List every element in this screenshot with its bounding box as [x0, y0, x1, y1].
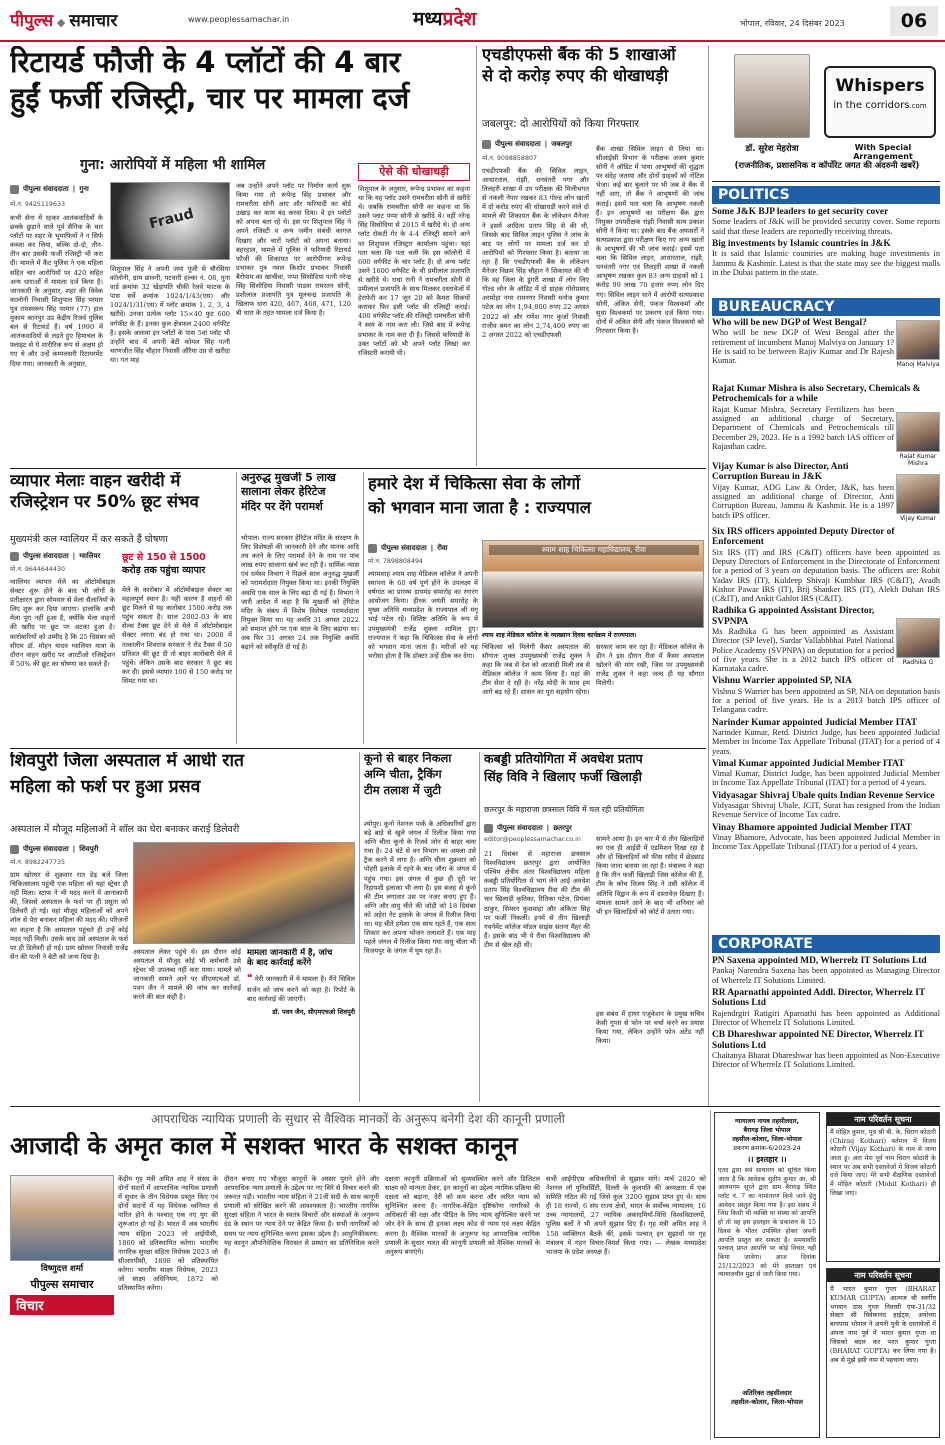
bureaucracy-section [712, 298, 940, 913]
shivpuri-byline: पीपुल्स संवाददाता | शिवपुरी [10, 843, 120, 855]
author-photo [10, 1175, 114, 1261]
whispers-logo: Whispers in the corridors.com [824, 66, 936, 138]
rule [10, 1106, 940, 1107]
lead-byline: पीपुल्स संवाददाता | गुना [10, 183, 150, 195]
kabaddi-headline: कबड्डी प्रतियोगिता में अवधेश प्रताप सिंह विवि ने खिलाए फर्जी खिलाड़ी [484, 752, 643, 785]
columnist-photo [734, 54, 810, 138]
lead-headline: रिटायर्ड फौजी के 4 प्लॉटों की 4 बार हुईं फर्जी रजिस्ट्री, चार पर मामला दर्ज [10, 46, 410, 116]
rule [476, 46, 477, 466]
kuno-body: श्योपुर। कूनो नेशनल पार्क के अधिकारियों द्वारा बड़े बाड़े से खुले जंगल में रिलीज किया गया अग्नि चीता कूनो के रिजर्व जोन से बाहर चला गया है। 24 घंटे से वन विभाग का अमला उसे ट्रैक करने में लगा है। अग्नि चीता शुक्रवार को पोहरी इलाके में रहने के बाद जौरा के जंगल में पहुंच गया। इस जंगल से कुछ ही दूरी पर रिहायशी इलाका भी लगा है। इस बजह से कूनो की टीम लगातार उस पर नजर बनाए हुए हैं। अग्नि और वायु चीते की जोड़ी को 18 दिसंबर को अहेरा गेट इलाके के जंगल में रिलीज किया था। यह चीते हमेशा एक साथ रहते हैं, एक साथ शिकार कर अपना भोजन तलाशते हैं। एक माह पहले जंगल में रिलीज किया गया वायु चीता भी विजयपुर के जंगल में घूम रहा है। [364, 820, 476, 956]
lead-kicker: ऐसे की धोखाधड़ी [358, 163, 470, 181]
vyapar-headline: व्यापार मेलाः वाहन खरीदी में रजिस्ट्रेशन पर 50% छूट संभव [10, 472, 199, 512]
masthead [0, 0, 945, 42]
vyapar-mobile: मो.नं. 9644644430 [10, 566, 65, 573]
politics-label: POLITICS [712, 186, 940, 204]
item-radhika-g: Radhika G Radhika G appointed Assistant Director, SVPNPA Ms Radhika G has been appointed as Assistant Director (SP level), Sardar Vallabhbhai Patel National Police Academy (SVPNPA) on deputation for a period of five years. She is a 2012 batch IPS officer of Karnataka cadre. [712, 606, 940, 673]
author-brand: पीपुल्स समाचार [30, 1278, 94, 1291]
anurudh-body: भोपाल। राज्य सरकार हेरिटेज मंदिर के संरक्षण के लिए विशेषज्ञों की जानकारी देने और मानक आदि तय करने के लिए परामर्श देने के नाम पर पांच लाख रुपए सालाना खर्च कर रही है। धार्मिक न्यास एवं धर्मस्व विभाग ने पिछले साल अनुरुद्ध मुखर्जी को परामर्शदाता नियुक्त किया था। इनकी नियुक्ति अवधि एक साल के लिए बढ़ा दी गई है। विभाग ने जारी आदेश में कहा है कि मुखर्जी को हेरिटेज मंदिर के संबंध में विशेष विशेषज्ञ परामर्शदाता नियुक्त किया था। यह अवधि 31 अगस्त 2022 को समाप्त होने पर एक साल के लिए बढ़ाया था। अब फिर 31 अगस्त 24 तक नियुक्ति अवधि बढ़ाने को स्वीकृति दी गई है। [241, 534, 359, 652]
vijay-kumar-photo [896, 474, 940, 514]
shivpuri-col-1: ग्राम खोरघर से शुक्रवार रात डेढ़ बजे जिला चिकित्सालय पहुंची एक महिला को यहां स्ट्रेचर ही नहीं मिला। स्टाफ ने भी मदद करने में आनाकानी की, जिससे अस्पताल के फर्श पर ही प्रसूता को डिलेवरी हो गई। वहां मौजूद महिलाओं को अपने शॉल से पेरा बनाकर महिला की मदद की। परिजनों का कहना है कि अस्पताल पहुंचते ही उन्हें कोई मदद नहीं मिली। उसके बाद उसे अस्पताल के फर्श पर ही डिलेवरी हो गई। ग्राम खोरघर निवासी राजेंद्र सेन की पत्नी ने बेटी को जन्म दिया है। [10, 871, 128, 961]
lead-col-2: शिशुपाल सिंह ने अपनी जमा पूंजी से चौरसिया कॉलोनी, ग्राम छावनी, पटवारी हल्का नं. 08, गुना वार्ड क्रमांक 32 खेड़ापति चौकी रेलवे फाटक के पास सर्वे क्रमांक 1024/1/43(एस) और 1024/1/31(एस) में प्लॉट क्रमांक 1, 2, 3, 4 खरीदे। उनका प्रत्येक प्लॉट 15×40 फुट 600 वर्गफीट के हैं। इनका कुल क्षेत्रफल 2400 वर्गफीट है। इसके अलावा इन प्लॉटों के पास 5वां प्लॉट भी उन्होंने बाद में अपनी बेटी कोमल सिंह पत्नी चरणजीत सिंह चौहान निवासी औरैया उप्र से खरीदा था। गत माह [110, 265, 230, 364]
item-vidyasagar: Vidyasagar Shivraj Ubale quits Indian Revenue Service Vidyasagar Shivraj Ubale, JCIT, Surat has resigned from the Indian Revenue Service of Income Tax cadre. [712, 790, 940, 820]
bureaucracy-label: BUREAUCRACY [712, 298, 940, 316]
rule [710, 1110, 711, 1440]
politics-section: POLITICS Some J&K BJP leaders to get security cover Some leaders of J&K will be provided security cover. Some reports said that these leaders are reportedly receiving threats. Big investments by Islamic countries in J&K It is said that Islamic countries are making huge investments in Jammu & Kashmir. Latest is that the state may see the biggest malls in the Dubai pattern in the state. [712, 187, 940, 277]
quote-icon: ❝ [247, 972, 253, 984]
photo-banner: श्याम शाह चिकित्सा महाविद्यालय, रीवा [489, 545, 699, 555]
item-rajat-mishra: Rajat Kumar Mishra Rajat Kumar Mishra is also Secretary, Chemicals & Petrochemicals for a while Rajat Kumar Mishra, Secretary Fertilizers has been assigned an additional charge of Secretary, Department of Chemicals and Petrochemicals till December 29, 2023. He is a 1992 batch IAS officer of Rajasthan cadre. [712, 384, 940, 454]
columnist-name: डॉ. सुरेश मेहरोत्रा [745, 144, 799, 154]
hdfc-col-1: एचडीएफसी बैंक की सिविल लाइन, आधारताल, रांझी, धनवंतरी नगर और तिलहरी शाखा में उप परीक्षक की मिलीभगत से नकली नेपार रखकर 83 गोल्ड लोन खातों में दो करोड़ रुपए की धोखाधड़ी करने वाले दो मामले की शिकायत बैंक के लोकेशन मैनेजर ने इसमें आदित्य प्रताप सिंह से की थी, जिसके बाद सिविल लाइन पुलिस ने जांच के बाद पर लोगों पर मामला दर्ज कर दो आरोपियों को गिरफ्तार किया है। बताया जा रहा है कि एचडीएफसी बैंक के लोकेशन मैनेजर विक्रम सिंह चौहान ने शिकायत की थी कि वह जिला के डूंगरी शाखा में लोन लिए गोल्ड लोन के ऑडिट में दो ग्राहक गोरोप्रसाद अरमोहा नगर रामनगर निवासी मनोज कुमार पटेल का लोन 1,94,800 रुपए 22 अगस्त 2022 को और गणेश नगर कुर्जा निवासी राजीव बमन का लोन 2,74,400 रुपए का 2 अगस्त 2022 को एचडीएफसी [482, 167, 589, 339]
rajyapal-photo [482, 540, 704, 628]
item-narinder-kumar: Narinder Kumar appointed Judicial Member ITAT Narinder Kumar, Retd. District Judge, has been appointed Judicial Member in Income Tax Appellate Tribunal (ITAT) for a period of 4 years. [712, 717, 940, 756]
chikitsa-col-1: श्यामशाह श्याम शाह मेडिकल कॉलेज ने अपनी स्थापना के 60 वर्ष पूर्ण होने के उपलक्ष्य में वर्षगांठ का प्रारम्भ डायमंड समारोह का रंगारंग आयोजन किया। हीरक जयंती समारोह के मुख्य अतिथि मध्यप्रदेश के राज्यपाल श्री मंगू भाई पटेल रहे। विशिष्ट अतिथि के रूप में उपमुख्यमंत्री राजेंद्र शुक्ला शामिल हुए। राज्यपाल ने कहा कि चिकित्सा सेवा के लोगों को भगवान माना जाता है। मरीजों को यह भरोसा होता है कि डॉक्टर उन्हें ठीक कर देगा। [368, 570, 478, 660]
kuno-headline: कूनो से बाहर निकला अग्नि चीता, ट्रैकिंग टीम तलाश में जुटी [364, 752, 452, 797]
hospital-photo [133, 842, 355, 944]
radhika-g-photo [896, 618, 940, 658]
whispers-tagline: (राजनीतिक, प्रशासनिक व कॉर्पोरेट जगत की अंदरुनी खबरें) [734, 160, 920, 170]
kabaddi-col-3: इस संबंध में हायर एजुकेशन के प्रमुख सचिव केसी गुप्ता से फोन पर चर्चा करने का प्रयास किया गया, लेकिन उन्होंने फोन अटेंड नहीं किया। [596, 1010, 704, 1046]
kabaddi-col-2: सामने आया है। इन चार में से तीन खिलाड़ियों का एक ही आईडी में एडमिशन दिखा रहा है और दो खिलाड़ियों को फीस रसीद में छेड़छाड़ किया जाना बताया जा रहा है। मंत्रालय ने कहा है कि तीन फर्जी खिलाड़ी जिस कॉलेज की हैं, टीम के कोच विजय सिंह ने उसी कॉलेज में अतिथि विद्वान के रूप में दस्तावेज़ दिखाए हैं। मामला सामने आने के बाद भी शनिवार को भी इन खिलाड़ियों को कोर्ट में उतारा गया। [596, 835, 704, 916]
manoj-malviya-photo [896, 320, 940, 360]
chikitsa-mobile: मो.नं. 7898808494 [368, 558, 423, 565]
byline-icon [10, 185, 19, 194]
kanoon-col-3: दक्षताः कानूनी प्रक्रियाओं को सुव्यवस्थित करने और डिजिटल साक्ष्य को मान्यता देकर, इन कानूनों का उद्देश्य न्यायिक प्रक्रिया की दक्षता को बढ़ाना, देरी को कम करना और त्वरित न्याय को सुनिश्चित करना है। नागरिक-केंद्रित दृष्टिकोणः नागरिकों के अधिकारों की रक्षा और पीड़ित के लिए न्याय सुनिश्चित करने पर जोर देने के साथ ही इनका लक्ष्य कोड से न्याय एवं लक्ष्य केंद्रित करना है। वैश्विक मानकों के अनुरूपः यह आपराधिक न्यायिक प्रणाली के सुधार भारत की कानूनी प्रणाली को वैश्विक मानकों के अनुरूप बनाएंगे। [385, 1175, 540, 1256]
kanoon-headline: आजादी के अमृत काल में सशक्त भारत के सशक्त कानून [10, 1132, 518, 1160]
hdfc-col-2: बैंक शाखा सिविल लाइन से लिया था। सीआईसी विभाग के परीक्षक अजय कुमार सोनी ने ऑडिट में पाया आभूषणों की शुद्धता पर संदेह जताया और दोनों ग्राहकों को नोटिस भेजा। कई बार बुलाने पर भी जब वे बैंक में नहीं आए, तो बैंक ने आभूषणों की जांच कराई। इसमें पता चला कि आभूषण नकली हैं। इन आभूषणों का परीक्षण बैंक द्वारा नियुक्त उपपरीक्षक रांझी निवासी सत्य प्रकाश सोनी ने किया था। इसके बाद बैंक अफसरों ने सत्यप्रकाश द्वारा परीक्षण किए गए अन्य खातों के आभूषणों की भी जांच कराई। इसमें पता चला कि सिविल लाइन, आधारताल, रांझी, धनवंतरी नगर एवं तिलहरी शाखा में नकली आभूषण रखकर कुल 83 अन्य ग्राहकों को 1 करोड़ 99 लाख 70 हजार रुपए लोन दिए गए। सिविल लाइन थाने में आरोपी सत्यप्रकाश सोनी, अंकित सेनी, पंकज विश्वकर्मा और सुधा विश्वकर्मा पर प्रकरण दर्ज किया गया। दोनों में अंकित सेनी और पंकज विश्वकर्मा को गिरफ्तार किया है। [596, 145, 704, 335]
lead-col-3: जब उन्होंने अपने प्लॉट पर निर्माण कार्य शुरू किया गया तो रूपेन्द्र सिंह प्रभाकर और रामचरीता सोनी आए और फरियादी का बोर्ड उखाड़ कर काम बंद करवा दिया। वे इन प्लॉटों को अपना बता रहे थे। इस पर शिशुपाल सिंह ने अपने रजिस्टी व अन्य जमीन संबंधी कागज दिखाए और चारों प्लॉटों को अपना बताया। बहरहाल, मामले में पुलिस ने फरियादी रिटायर्ड फौजी की शिकायत पर आरोपीगण रूपेन्द्र प्रभाकर पुत्र नवल किशोर प्रभाकर निवासी बैरोपाम का खाचीवा, पप्पा सिसोदिया पत्नी नरेन्द्र सिंह सिसोदिया निवासी पाडवा रामरतन सोनी, प्रशीलाल प्रजापति पुत्र मूलचन्द्र प्रजापति के खिलाफ धारा 420, 467, 468, 471, 120 बी धारा के तहत मामला दर्ज किया है। [236, 182, 351, 318]
vyapar-col-2: मेले के कारोबार में ऑटोमोबाइल सेक्टर का महत्वपूर्ण स्थान है। यही कारण है वाहनों की छूट मिलने से यह कारोबार 1500 करोड़ तक पहुंच सकता है। साल 2002-03 के बाद सेल्स टैक्स छूट देने से मेले में ऑटोमोबाइल सेक्टर लगना बंद हो गया था। 2008 में तत्कालीन शिवराज सरकार ने रोड टैक्स में 50 प्रतिशत की छूट दी तो बाहर कारोबारी मेले में पहुंचे। लेकिन उसके बाद सरकार ने छूट बंद कर दी। इससे व्यापार 100 से 150 करोड़ पर सिमट गया था। [122, 586, 232, 685]
whispers-header [712, 46, 940, 184]
dateline: भोपाल, रविवार, 24 दिसंबर 2023 [740, 19, 845, 28]
chikitsa-col-3: सरकार काम कर रहा है। मेडिकल कॉलेज के डीन ने इस दौरान रीवा में कैंसर अस्पताल खोलने की मांग रखी, जिस पर उपमुख्यमंत्री राजेंद्र शुक्ल ने कहा जल्द ही यह सौगात मिलेगी। [596, 643, 704, 688]
name-change-notice-2: नाम परिवर्तन सूचना मैं भारत कुमार गुप्ता (BHARAT KUMAR GUPTA) आत्मज श्री स्वर्गीय भगवान दास गुप्ता निवासी एफ-31/32 सेक्टर सी विवेकानंद हाईट्स, अयोध्या बायपास भोपाल ने अपनी पुत्री के दस्तावेजों में अपना नाम पूर्व में भारत कुमार गुप्ता था जिसको बदल कर भरत कुमार गुप्ता (BHARAT GUPTA) कर लिया गया है। अब से मुझे इसी नाम से पहचाना जाए। [826, 1268, 940, 1438]
rajat-mishra-photo [896, 412, 940, 452]
byline-icon [482, 140, 491, 149]
anurudh-headline: अनुरुद्ध मुखर्जी 5 लाख सालाना लेकर हेरिटेज मंदिर पर देंगे परामर्श [241, 472, 336, 513]
fraud-photo-label: Fraud [147, 205, 196, 233]
byline-icon [368, 544, 377, 553]
arrangement: With Special Arrangement [853, 143, 913, 161]
rule [10, 468, 706, 469]
kanoon-col-4: सभी आईपीएस अधिकारियों से सुझाव मांगे। मार्च 2020 को नेशनल लॉ यूनिवर्सिटी, दिल्ली के कुलपति की अध्यक्षता में एक समिति गठित की गई जिसे कुल 3200 सुझाव प्राप्त हुए थे। साथ ही 18 राज्यों, 6 संघ राज्य क्षेत्रों, भारत के सर्वोच्च न्यायालय, 16 उच्च न्यायालयों, 27 न्यायिक अकादमियों-विधि विश्वविद्यालयों, पुलिस बलों ने भी अपने सुझाव दिए हैं। गृह मंत्री अमित शाह ने 158 व्यक्तिगत बैठकें कीं, इसके पश्चात् इन सुझावों पर गृह मंत्रालय में गहन विचार-विमर्श किया गया। — लेखक मध्यप्रदेश भाजपा के प्रदेश अध्यक्ष हैं। [546, 1175, 706, 1256]
author-name: विष्णुदत्त शर्मा [40, 1264, 84, 1274]
vyapar-byline: पीपुल्स संवाददाता | ग्वालियर [10, 550, 120, 562]
rule [708, 46, 709, 1106]
shivpuri-headline: शिवपुरी जिला अस्पताल में आधी रात महिला को फर्श पर हुआ प्रसव [10, 752, 244, 797]
rule [236, 472, 237, 744]
item-dgp: Manoj Malviya Who will be new DGP of West Bengal? Who will be new DGP of West Bengal after the retirement of incumbent Manoj Malviya on January 1? He is said to be between Rajiv Kumar and Dr Rajesh Kumar. [712, 318, 940, 368]
rule [363, 472, 364, 744]
vyapar-box: छूट से 150 से 1500 करोड़ तक पहुंचा व्यापार [122, 552, 206, 576]
byline-icon [10, 845, 19, 854]
item-irs-officers: Six IRS officers appointed Deputy Director of Enforcement Six IRS (IT) and IRS (C&IT) officers have been appointed as Deputy Directors of Enforcement in the Directorate of Enforcement for a period of 3 years on deputation basis. The officers are: Rohit Yadav IRS (IT), Kuldeep Shivaji Kumbhar IRS (C&IT), Avadh Kishor Pawar IRS (IT), Brij Shanker IRS (IT), Alekh Duhan IRS (C&IT), and Ankit Gahlot IRS (C&IT). [712, 527, 940, 604]
byline-icon [10, 552, 19, 561]
kabaddi-byline: पीपुल्स संवाददाता | छतरपुर [484, 822, 594, 834]
chikitsa-headline: हमारे देश में चिकित्सा सेवा के लोगों को भगवान माना जाता है : राज्यपाल [368, 475, 591, 518]
name-change-notice-1: नाम परिवर्तन सूचना मैं मोहित कुमार, पुत्र श्री बी. के. चिराग कोठारी (Chirag Kothari) वर्तमान में विजय कोठारी (Vijay Kothari) के नाम से जाना जाता हूं। अतः मेरा पूर्व नाम चिराग कोठारी के स्थान पर अब सभी दस्तावेजों में विजय कोठारी दर्ज किया जाए। मेरे सभी शैक्षणिक दस्तावेजों में मोहित कोठारी (Mohit Kothari) ही लिखा जाए। [826, 1112, 940, 1262]
lead-subhead: गुना: आरोपियों में महिला भी शामिल [80, 157, 266, 173]
vyapar-col-1: ग्वालियर व्यापार मेले का ऑटोमोबाइल सेक्टर शुरू होने के बाद भी लोगों के प्रतीक्षारत द्वारा सोमवार से मेला सैलानियों के लिए शुरू कर दिया जाएगा। हालांकि अभी मेला पूरा नहीं हुआ है, क्योंकि मेला वाहनों की खरीद पर छूट पर अटका हुआ है। कारोबारियों को उम्मीद है कि 25 दिसंबर को सीएम डॉ. मोहन यादव ग्वालियर यात्रा के दौरान वाहन खरीद पर आरटीओ रजिस्ट्रेशन में 50% की छूट का घोषणा कर सकते हैं। [10, 578, 115, 668]
page-number: 06 [890, 6, 938, 36]
hdfc-byline: पीपुल्स संवाददाता | जबलपुर [482, 138, 704, 150]
hdfc-headline: एचडीएफसी बैंक की 5 शाखाओं से दो करोड़ रुपए की धोखाधड़ी [482, 46, 676, 86]
website[interactable]: www.peoplessamachar.in [188, 15, 290, 24]
item-vinay-bhamore: Vinay Bhamore appointed Judicial Member ITAT Vinay Bhamore, Advocate, has been appointed Judicial Member in Income Tax Appellate Tribunal (ITAT) for a period of 4 years. [712, 822, 940, 852]
hdfc-subhead: जबलपुर: दो आरोपियों को किया गिरफ्तार [482, 118, 639, 130]
cmho-quote: मामला जानकारी में है, जांच के बाद कार्रवाई करेंगे ❝ मेरी जानकारी में ये मामला है। मैंने सिविल सर्जन को जांच करने को कहा है। रिपोर्ट के बाद कार्रवाई की जाएगी। डॉ. पवन जैन, सीएमएचओ शिवपुरी [247, 948, 355, 1016]
tehsil-notice: न्यायालय नायब तहसीलदार, बैरागढ़ जिला भोपाल तहसील-कोलार, जिला-भोपाल प्रकरण क्रमांक-6/2023-24 ।। इश्तहार ।। एतद द्वारा सर्व साधारण को सूचित किया जाता है कि आवेदक सुदीप कुमार आ. श्री आलमगम सुरते द्वारा ग्राम बैरागढ़ स्थित प्लॉट नं. 7 का नामांतरण किये जाने हेतु आवेदन प्रस्तुत किया गया है। इस संबंध में जिस किसी भी व्यक्ति या संस्था को आपत्ति हो तो वह इस इश्तहार के प्रकाशन के 15 दिवस के भीतर उपस्थित होकर अपनी आपत्ति प्रस्तुत कर सकता है। समयावधि पश्चात् प्राप्त आपत्ति पर कोई विचार नहीं किया जावेगा। आज दिनांक 21/12/2023 को मेरे हस्ताक्षर एवं न्यायालयीन मुद्रा से जारी किया गया। अतिरिक्त तहसीलदार तहसील-कोलार, जिला-भोपाल [714, 1112, 820, 1438]
shivpuri-mobile: मो.नं. 8982247735 [10, 859, 65, 866]
chikitsa-col-2: चिकित्सा को मिलेगी कैंसर अस्पताल की सौगातः शुक्ल उपमुख्यमंत्री राजेंद्र शुक्ल ने कहा कि जब से देश को आजादी मिली तब से मेडिकल कॉलेज ने काम किया है। यहां की टीम सेवा दे रही है। नरेंद्र मोदी के साथ हम आगे बढ़ रहे हैं। शासन का पूरा सहयोग रहेगा। [482, 643, 590, 697]
shivpuri-col-2: अस्पताल लेकर पहुंचे थे। इस दौरान कोई अस्पताल में मौजूद कोई भी कर्मचारी उसे स्ट्रेचर भी उपलब्ध नहीं करा पाया। मामले को जानकारी सामने आने पर सीएमएचओ डॉ. पवन जैन ने मामले की जांच कर कार्रवाई करने की बात कही है। [133, 948, 241, 1002]
rajyapal-caption: श्याम शाह मेडिकल कॉलेज के व्याख्यान दिवस कार्यक्रम में राज्यपाल। [482, 632, 637, 639]
shivpuri-subhead: अस्पताल में मौजूद महिलाओं ने शॉल का घेरा बनाकर कराई डिलेवरी [10, 824, 240, 835]
brand-logo: पीपुल्स ◆ समाचार [10, 11, 118, 31]
kabaddi-col-1: 21 दिसंबर से महाराजा छत्रसाल विश्वविद्यालय छतरपुर द्वारा आयोजित पश्चिम क्षेत्रीय अंतर विश्वविद्यालय महिला कबड्डी प्रतियोगिता में भाग लेने आई अवधेश प्रताप सिंह विश्वविद्यालय रीवा की टीम की चार खिलाड़ी कृतिका, रितिका पटेल, प्रियंका ठाकुर, सिमरन कुशवाहा और अंकिता सिंह पर फर्जी निकलीं। इनमें से तीन खिलाड़ी गवर्नमेंट कॉलेज मॉडल साइंस सतना मैहर की हैं। इसके बाद भी ये रीवा विश्वविद्यालय की टीम से खेल रही थीं। [484, 850, 590, 949]
section-title: मध्यप्रदेश [413, 8, 477, 30]
vyapar-subhead: मुख्यमंत्री कल ग्वालियर में कर सकते हैं घोषणा [10, 534, 168, 545]
kabaddi-subhead: छतरपुर के महाराजा छत्रसाल विवि में चल रही प्रतियोगिता [484, 805, 644, 814]
item-vijay-kumar: Vijay Kumar Vijay Kumar is also Director, Anti Corruption Bureau in J&K Vijay Kumar, ADG Law & Order, J&K, has been assigned an additional charge of Director, Anti Corruption Bureau, Jammu & Kashmir. He is a 1997 batch IPS officer. [712, 462, 940, 524]
lead-mobile: मो.नं. 9425119633 [10, 201, 65, 208]
hdfc-mobile: मो.नं. 9098858807 [482, 155, 537, 162]
item-vimal-kumar: Vimal Kumar appointed Judicial Member ITAT Vimal Kumar, District Judge, has been appointed Judicial Member in Income Tax Appellate Tribunal (ITAT) for a period of 4 years. [712, 758, 940, 788]
lead-col-1: कभी सेना में रहकर आतंकवादियों के छक्के छुड़ाने वाले पूर्व सैनिक के चार प्लॉटों पर शहर के भूमाफियों ने न सिर्फ कब्जा कर लिया, बल्कि दो-दो, तीन-तीन बार उसकी फर्जी रजिस्ट्री भी करा दी। मामले में कैंट पुलिस ने एक महिला सहित चार आरोपियों पर 420 सहित अन्य धाराओं में मामला दर्ज किया है। जानकारी के अनुसार, शहर की विवेक कालोनी निवासी शिशुपाल सिंह परमार पुत्र रामस्वरूप सिंह परमार (77) हाल मुकाम कानपुर उप्र केंद्रीय रिजर्व पुलिस बल से रिटायर्ड हैं। वर्ष 1990 में आतंकवादियों से लड़ते हुए हिमाचल के फ्लाइट से ये शारीरिक रूप से अक्षम हो गए थे और उन्हें कम्पलसरी रिटायरमेंट दिया गया। जानकारी के अनुसार, [10, 214, 103, 368]
rule [10, 748, 706, 749]
kabaddi-email[interactable]: editor@peoplessamachar.co.in [484, 836, 581, 843]
chikitsa-byline: पीपुल्स संवाददाता | रीवा [368, 542, 478, 554]
vichar-label: विचार [10, 1295, 114, 1315]
byline-icon [484, 824, 493, 833]
corporate-section: CORPORATE PN Saxena appointed MD, Wherrelz IT Solutions Ltd Pankaj Narendra Saxena has been appointed as Managing Director of Wherrelz IT Solutions Limited. RR Aparnathi appointed Addl. Director, Wherrelz IT Solutions Ltd Rajendrgiri Ratigiri Aparnathi has been appointed as Additional Director of Wherrelz IT Solutions Limited. CB Dhareshwar appointed NE Director, Wherrelz IT Solutions Ltd Chaitanya Bharat Dhareshwar has been appointed as Non-Executive Director of Wherrelz IT Solutions Limited. [712, 936, 940, 1070]
corporate-label: CORPORATE [712, 935, 940, 953]
masthead-rule [0, 40, 945, 42]
rule [479, 752, 480, 1102]
lead-col-4: शिशुपाल के अनुसार, रूपेन्द्र प्रभाकर का कहना था कि यह प्लॉट उसने रामचरीता सोनी से खरीदे थे। जबकि रामचरीता सोनी का कहना था कि उसने प्लाट पप्पा सोनी से खरीदे थे। वहीं नरेन्द्र सिंह सिसोदिया से 2015 में खरीदे थे। दो अन्य प्लॉट रोकटी गेर के 4-4 रजिस्ट्री सामने आने पर शिशुपाल रजिस्ट्रार कार्यालय पहुंचा। यहां पता चला कि पता चली कि इस कॉलोनी में 600 वर्गफीट के चार प्लॉट हैं। दो अन्य प्लॉट उसने 1600 वर्गफीट के थी प्रमीलाल प्रजापति से खरीदे थे। राधा रानी ने रामचरीता सोनी से प्रमीलाल प्रजापति के साथ मिलकर दस्तावेजों में हेराफेरी कर 17 जून 20 को कैमरा सिकयों कराकर फिर इसी प्लॉट की रजिस्ट्री कराई। 400 वर्गफीट प्लॉट की रजिस्ट्री रामचरीता सोनी ने स्वयं के नाम करा ली। जिसे बाद में रूपेन्द्र प्रभाकर के नाम करा दी है। जिससे फरियादी के उक्त प्लॉटों को भी अपने प्लॉट लिखा कर रजिस्टरी करायी थी। [358, 185, 470, 357]
rule [359, 752, 360, 1102]
rule [712, 181, 940, 182]
kanoon-col-2: दौरान बनाए गए भौजूदा कानूनों के अस्सर पुराने होने और आपराधिक न्याय प्रणाली के उद्देश्य पर नए सिरे से विचार करने की जरूरत पड़ी। भारतीय न्याय संहिता ने 21वीं सदी के साथ कानूनी प्रणाली को संरेखित करने की आवश्यकता है। भारतीय नागरिक सुरक्षा संहिता ने भारत के स्वतंत्र विचारों और संस्थाओं के अनुरूप दंड के स्थान पर न्याय देने पर केंद्रित किया है। सभी नागरिकों को समय पर न्याय सुनिश्चित करना इसका उद्देश्य है। आधुनिकीकरण: यह कानून औपनिवेशिक विरासत से प्रस्थान का प्रतिनिधित्व करते हैं। [224, 1175, 379, 1256]
kanoon-col-1: केंद्रीय गृह मंत्री अमित शाह ने संसद के दोनों सदनों में आपराधिक न्यायिक प्रणाली में सुधार के तीन विधेयक प्रस्तुत किए एवं दोनों सदनों में यह विधेयक ध्वनिमत से पारित होने के पश्चात् एक नए युग की शुरूआत हो गई है। भारत में अब भारतीय न्याय संहिता 2023 जो आईपीसी, 1860 को प्रतिस्थापित करेगा। भारतीय नागरिक सुरक्षा संहिता विधेयक 2023 जो सीआरपीसी, 1898 को प्रतिस्थापित करेगा। भारतीय साक्ष्य विधेयक, 2023 जो साक्ष्य अधिनियम, 1872 को प्रतिस्थापित करेगा। [118, 1175, 218, 1293]
fraud-photo [110, 182, 230, 260]
kanoon-kicker: आपराधिक न्यायिक प्रणाली के सुधार से वैश्विक मानकों के अनुरूप बनेगी देश की कानूनी प्रणाली [151, 1112, 565, 1126]
author-box [10, 1175, 114, 1320]
item-vishnu-warrier: Vishnu Warrier appointed SP, NIA Vishnu S Warrier has been appointed as SP, NIA on deputation basis for a period of five years. He is a 2013 batch IPS officer of Telangana cadre. [712, 676, 940, 715]
